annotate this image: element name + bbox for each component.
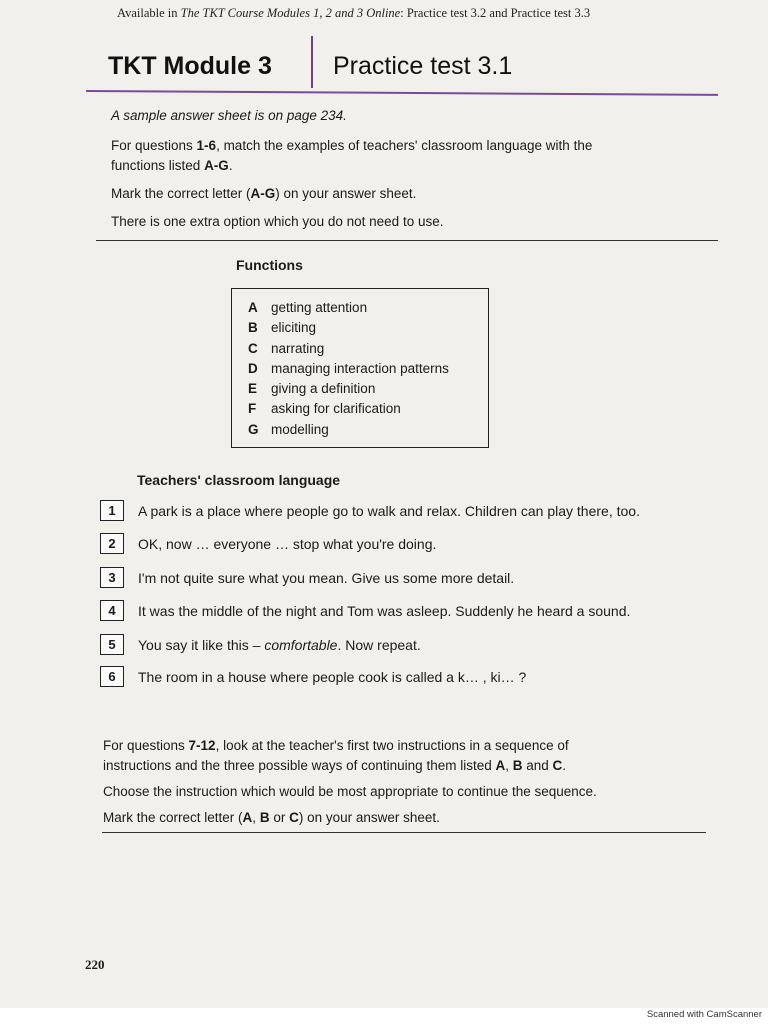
- function-item: D managing interaction patterns: [248, 361, 449, 376]
- question-text: The room in a house where people cook is called a k… , ki… ?: [138, 668, 527, 685]
- function-item: A getting attention: [248, 300, 368, 315]
- page-number: 220: [85, 957, 105, 972]
- section-rule-2: [102, 832, 706, 833]
- section-rule-1: [96, 240, 718, 241]
- instructions-q1-6-line2: functions listed A-G.: [111, 158, 233, 173]
- function-item: E giving a definition: [248, 381, 376, 396]
- question-number-box: 6: [100, 666, 124, 687]
- function-item: G modelling: [248, 422, 329, 437]
- question-row: [100, 634, 421, 655]
- question-text: It was the middle of the night and Tom was asleep. Suddenly he heard a sound.: [138, 602, 631, 619]
- choose-instruction: Choose the instruction which would be most appropriate to continue the sequence.: [103, 784, 597, 799]
- header-rule: [86, 90, 718, 96]
- question-row: [100, 666, 526, 687]
- extra-option-note: There is one extra option which you do not need to use.: [111, 214, 444, 229]
- module-heading: TKT Module 3: [108, 52, 272, 80]
- question-number-box: 3: [100, 567, 124, 588]
- mark-letter-instruction-2: Mark the correct letter (A, B or C) on your answer sheet.: [103, 810, 440, 825]
- instructions-q7-12-line1: For questions 7-12, look at the teacher's first two instructions in a sequence of: [103, 738, 569, 753]
- instructions-q7-12-line2: instructions and the three possible ways of continuing them listed A, B and C.: [103, 758, 567, 773]
- question-row: [100, 600, 630, 621]
- function-item: F asking for clarification: [248, 401, 401, 416]
- mark-letter-instruction: Mark the correct letter (A-G) on your answer sheet.: [111, 186, 417, 201]
- question-number-box: 4: [100, 600, 124, 621]
- instructions-q1-6-line1: For questions 1-6, match the examples of teachers' classroom language with the: [111, 138, 593, 153]
- question-number-box: 5: [100, 634, 124, 655]
- scanner-watermark: Scanned with CamScanner: [646, 1009, 762, 1020]
- question-text: I'm not quite sure what you mean. Give us some more detail.: [138, 569, 515, 586]
- sample-answer-note: A sample answer sheet is on page 234.: [111, 108, 347, 123]
- question-text: OK, now … everyone … stop what you're doing.: [138, 535, 437, 552]
- classroom-language-title: Teachers' classroom language: [137, 472, 341, 488]
- question-row: [100, 567, 514, 588]
- functions-title: Functions: [236, 257, 303, 273]
- question-row: [100, 500, 640, 521]
- question-text: A park is a place where people go to walk and relax. Children can play there, too.: [138, 502, 640, 519]
- availability-note: Available in The TKT Course Modules 1, 2 and 3 Online: Practice test 3.2 and Practice test 3.3: [117, 6, 591, 20]
- function-item: C narrating: [248, 341, 325, 356]
- question-text: You say it like this – comfortable. Now repeat.: [138, 636, 421, 653]
- question-row: [100, 533, 436, 554]
- function-item: B eliciting: [248, 320, 317, 335]
- practice-test-heading: Practice test 3.1: [333, 52, 513, 80]
- question-number-box: 2: [100, 533, 124, 554]
- course-title: The TKT Course Modules 1, 2 and 3 Online: [180, 6, 401, 20]
- header-divider: [311, 36, 313, 88]
- question-number-box: 1: [100, 500, 124, 521]
